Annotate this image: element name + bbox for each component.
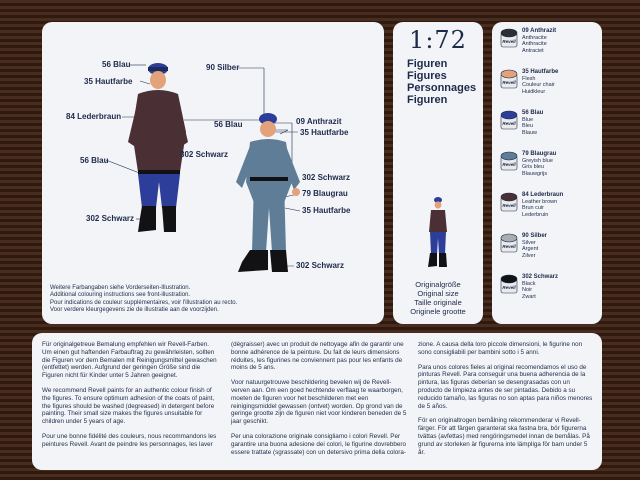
instructions-it-start: Per una colorazione originale consigliamo i colori Revell. Per garantire una buona adesione dei colori, le figurine dovrebbero essere trattate (sgrassate) con un detersivo prima della colora- (231, 432, 407, 456)
paint-name: Couleur chair (522, 82, 555, 89)
paint-item (502, 28, 602, 54)
instructions-it-end: zione. A causa della loro piccole dimensioni, le figurine non sono consigliabili per bambini sotto i 5 anni. (418, 341, 583, 356)
paint-brand-label: Revell (502, 162, 516, 167)
paint-name: Argent (522, 246, 539, 253)
paint-name: Zilver (522, 252, 536, 259)
paint-brand-label: Revell (502, 285, 516, 290)
paint-pot-icon (500, 233, 518, 253)
paint-item (502, 233, 602, 259)
paint-name: Anthracite (522, 35, 547, 41)
paint-number: 302 Schwarz (522, 274, 559, 280)
paint-brand-label: Revell (502, 203, 516, 208)
scale-label-nl: Figuren (407, 94, 448, 106)
paint-number: 79 Blaugrau (522, 151, 557, 157)
callout-hautfarbe-pilot: 35 Hautfarbe (300, 128, 349, 137)
original-size-de: Originalgröße (415, 280, 461, 289)
instructions-sv: För en originaltrogen bemålning rekommenderar vi Revell-färger. För att färgen garanterat ska fastna bra, bör figurerna tvättas (avfettas) med rengöringsmedel innan de bemålas. På grund av storleken är figurerna inte lämpliga för barn under 5 år. (418, 417, 590, 456)
reference-note-fr: Pour indications de couleur supplémentaires, voir l'illustration au recto. (50, 299, 238, 306)
callout-blau-cap-pilot: 56 Blau (214, 120, 243, 129)
callout-silber: 90 Silber (206, 63, 240, 72)
paint-brand-label: Revell (502, 121, 516, 126)
callout-blaugrau: 79 Blaugrau (302, 189, 348, 198)
instructions-de: Für originalgetreue Bemalung empfehlen wir Revell-Farben. Um einen gut haftenden Farbauftrag zu gewährleisten, sollten die Figuren vor dem Bemalen mit Reinigungsmittel gewaschen (entfettet) werden. Aufgrund der geringen Größe sind die Figuren nicht für Kinder unter 5 Jahren geeignet. (42, 341, 217, 380)
paint-pot-icon (500, 274, 518, 294)
reference-note-en: Additional colouring instructions see front-illustration. (50, 292, 191, 299)
paint-name: Huidkleur (522, 88, 546, 95)
scale-heading: 1:72 (409, 26, 467, 54)
paint-name: Silver (522, 240, 536, 246)
paint-name: Brun cuir (522, 205, 545, 212)
paint-name: Lederbruin (522, 211, 549, 218)
callout-hautfarbe-face: 35 Hautfarbe (84, 77, 133, 86)
instructions-fr-start: Pour une bonne fidélité des couleurs, nous recommandons les peintures Revell. Avant de peindre les personnages, les laver (42, 432, 217, 448)
paint-item (502, 69, 602, 95)
paint-brand-label: Revell (502, 244, 516, 249)
paint-name: Anthracite (522, 41, 547, 48)
paint-name: Blue (522, 117, 534, 123)
colour-reference-note (50, 285, 380, 315)
paint-name: Bleu (522, 123, 534, 130)
paint-number: 90 Silber (522, 233, 548, 239)
instructions-column-3 (418, 341, 596, 463)
paint-pot-icon (500, 28, 518, 48)
scale-panel (393, 22, 483, 324)
paint-pot-icon (500, 192, 518, 212)
paint-pot-icon (500, 69, 518, 89)
paint-item (502, 110, 602, 136)
paint-pot-icon (500, 151, 518, 171)
paint-item (502, 192, 602, 218)
scale-label-fr: Personnages (407, 82, 477, 94)
instructions-en: We recommend Revell paints for an authentic colour finish of the figures. To ensure optimum adhesion of the coats of paint, the figures should be washed (degreased) in detergent before painting. Their small size makes the figures unsuitable for children under 5 years of age. (42, 386, 215, 426)
paint-name: Gris bleu (522, 164, 545, 171)
paint-brand-label: Revell (502, 80, 516, 85)
paint-name: Greyish blue (522, 158, 553, 164)
instructions-fr-end: (dégraisser) avec un produit de nettoyage afin de garantir une bonne adhérence de la peinture. Du fait de leurs dimensions réduites, les figurines ne conviennent pas pour les enfants de moins de 5 ans. (231, 341, 404, 372)
figure-pilot-illustration (236, 113, 300, 272)
original-size-caption (393, 280, 483, 316)
callout-schwarz-boots: 302 Schwarz (86, 214, 135, 223)
callout-schwarz-belt: 302 Schwarz (180, 150, 229, 159)
instructions-nl: Voor natuurgetrouwe beschildering bevelen wij de Revell-verven aan. Om een goed hechtende verflaag te waarborgen, moeten de figuren voor het beschilderen met een reinigingsmiddel gewassen (ontvet) worden. Op grond van de geringe grootte zijn de figuren niet voor kinderen beneden de 5 jaar geschikt. (231, 379, 407, 426)
paint-item (502, 274, 602, 300)
reference-note-de: Weitere Farbangaben siehe Vorderseiten-Illustration. (50, 285, 191, 291)
reference-note-nl: Voor verdere kleurgegevens zie de illustratie aan de voorzijden. (50, 307, 219, 314)
callout-hautfarbe-hand: 35 Hautfarbe (302, 206, 351, 215)
paint-name: Blauw (522, 129, 537, 136)
instructions-column-1 (42, 341, 220, 456)
scale-label-de: Figuren (407, 58, 448, 70)
instructions-column-2 (231, 341, 409, 463)
paint-name: Black (522, 281, 536, 287)
paint-name: Leather brown (522, 199, 558, 205)
paint-brand-label: Revell (502, 39, 516, 44)
callout-anthrazit: 09 Anthrazit (296, 117, 342, 126)
paint-name: Antraciet (522, 47, 544, 54)
paint-number: 56 Blau (522, 110, 544, 116)
paint-colour-chart (492, 22, 602, 324)
instructions-es: Para unos colores fieles al original recomendamos el uso de pinturas Revell. Para conseguir una buena adherencia de la pintura, las figuras deberían se desengrasadas con un producto de limpieza antes de ser pintadas. Debido a su reducido tamaño, las figuras no son aptas para niños menores de 5 años. (418, 363, 593, 410)
paint-name: Zwart (522, 293, 536, 300)
callout-lederbraun: 84 Lederbraun (66, 112, 122, 121)
paint-number: 09 Anthrazit (522, 28, 557, 34)
original-size-fr: Taille originale (414, 298, 462, 307)
callout-blau-trousers: 56 Blau (80, 156, 109, 165)
figure-officer-illustration (128, 63, 188, 232)
callout-blau-cap: 56 Blau (102, 60, 131, 69)
original-size-en: Original size (417, 289, 459, 298)
paint-name: Noir (522, 287, 533, 294)
figures-illustration-panel (42, 22, 384, 324)
paint-item (502, 151, 602, 177)
paint-pot-icon (500, 110, 518, 130)
original-size-figure-icon (425, 194, 451, 276)
original-size-nl: Originele grootte (410, 307, 466, 316)
painting-instructions-panel (32, 333, 602, 470)
paint-name: Flesh (522, 76, 536, 82)
callout-schwarz-boots-pilot: 302 Schwarz (296, 261, 345, 270)
scale-label-en: Figures (407, 70, 447, 82)
paint-name: Blauwgrijs (522, 170, 548, 177)
callout-schwarz-belt-pilot: 302 Schwarz (302, 173, 351, 182)
paint-number: 84 Lederbraun (522, 192, 564, 198)
paint-number: 35 Hautfarbe (522, 69, 559, 75)
